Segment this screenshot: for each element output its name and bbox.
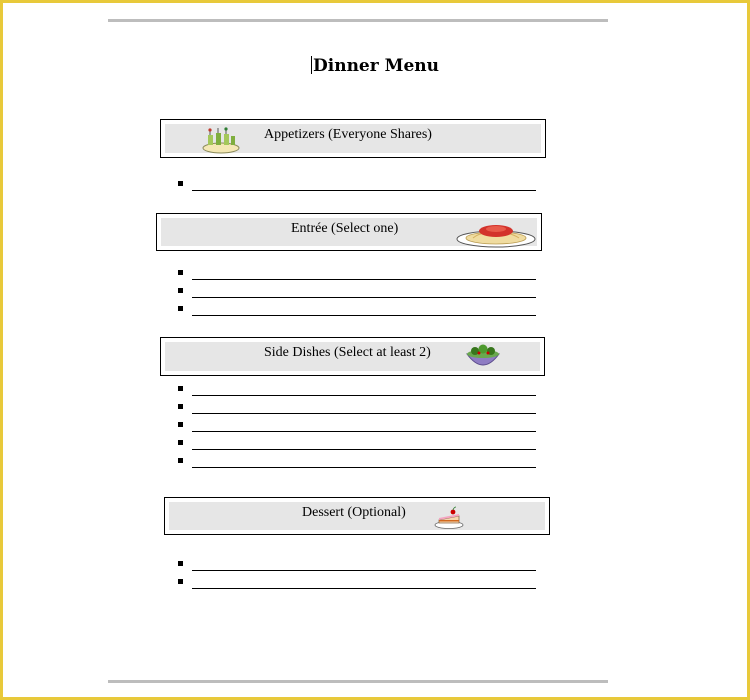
blank-line — [192, 190, 536, 191]
section-entree — [156, 213, 542, 251]
section-side-dishes — [160, 337, 545, 376]
text-cursor — [311, 56, 312, 74]
bullet-square — [178, 440, 183, 445]
bullet-square — [178, 579, 183, 584]
appetizer-platter-icon — [201, 126, 241, 154]
blank-line — [192, 431, 536, 432]
blank-line — [192, 279, 536, 280]
salad-bowl-icon — [463, 342, 503, 372]
blank-line — [192, 449, 536, 450]
blank-line — [192, 297, 536, 298]
blank-line — [192, 467, 536, 468]
bullet-square — [178, 288, 183, 293]
section-appetizers — [160, 119, 546, 158]
bottom-rule — [108, 680, 608, 683]
bullet-square — [178, 306, 183, 311]
section-entree-label: Entrée (Select one) — [291, 221, 399, 236]
section-entree-header — [161, 218, 537, 246]
blank-line — [192, 315, 536, 316]
pasta-plate-icon — [455, 218, 537, 248]
top-rule — [108, 19, 608, 22]
blank-line — [192, 413, 536, 414]
bullet-square — [178, 270, 183, 275]
page-title-text: Dinner Menu — [313, 56, 439, 76]
cake-slice-icon — [433, 504, 465, 530]
bullet-square — [178, 404, 183, 409]
section-dessert — [164, 497, 550, 535]
blank-line — [192, 570, 536, 571]
bullet-square — [178, 458, 183, 463]
section-side-dishes-label: Side Dishes (Select at least 2) — [264, 345, 431, 360]
blank-line — [192, 395, 536, 396]
section-dessert-header — [169, 502, 545, 530]
bullet-square — [178, 181, 183, 186]
bullet-square — [178, 386, 183, 391]
bullet-square — [178, 422, 183, 427]
bullet-square — [178, 561, 183, 566]
page-title[interactable] — [0, 56, 750, 76]
section-dessert-label: Dessert (Optional) — [302, 505, 406, 520]
section-appetizers-header — [165, 124, 541, 153]
section-appetizers-label: Appetizers (Everyone Shares) — [264, 127, 432, 142]
blank-line — [192, 588, 536, 589]
section-side-dishes-header — [165, 342, 540, 371]
